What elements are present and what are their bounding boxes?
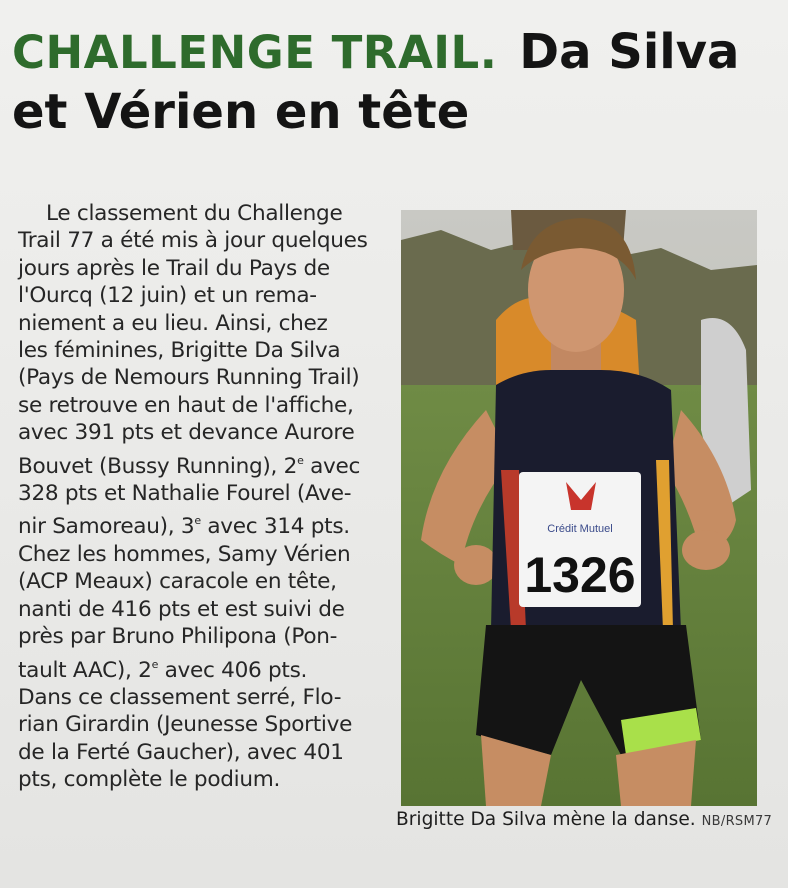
headline	[12, 26, 782, 140]
article-body	[18, 200, 368, 794]
article-line-tail: avec	[303, 453, 361, 479]
article-line: (ACP Meaux) caracole en tête,	[18, 569, 337, 595]
runner-photo-illustration	[401, 210, 757, 806]
article-line: de la Ferté Gaucher), avec 401	[18, 739, 344, 765]
article-line	[18, 447, 368, 480]
article-line: Le classement du Challenge	[46, 201, 343, 226]
runner-right-hand	[682, 530, 730, 570]
article-line-tail: avec 406 pts.	[158, 657, 308, 683]
article-line	[18, 651, 368, 684]
article-line-text: tault AAC), 2	[18, 657, 152, 683]
article-line: Chez les hommes, Samy Vérien	[18, 541, 351, 567]
ordinal-suffix: e	[194, 514, 201, 528]
article-line: Dans ce classement serré, Flo-	[18, 684, 342, 710]
article-line: 328 pts et Nathalie Fourel (Ave-	[18, 481, 352, 507]
article-line: pts, complète le podium.	[18, 767, 281, 793]
bib-sponsor-text: Crédit Mutuel	[547, 523, 613, 535]
article-line-text: nir Samoreau), 3	[18, 514, 195, 540]
headline-title-part1: Da Silva	[519, 24, 740, 80]
article-line-text: Bouvet (Bussy Running), 2	[18, 453, 298, 479]
article-line: l'Ourcq (12 juin) et un rema-	[18, 283, 317, 309]
article-line-tail: avec 314 pts.	[200, 514, 350, 540]
runner-left-hand	[454, 545, 498, 585]
ordinal-suffix: e	[297, 453, 304, 467]
article-line: avec 391 pts et devance Aurore	[18, 420, 355, 446]
headline-title-part2: et Vérien en tête	[12, 83, 470, 140]
photo-credit: NB/RSM77	[701, 814, 773, 829]
article-line: niement a eu lieu. Ainsi, chez	[18, 310, 328, 336]
article-line: (Pays de Nemours Running Trail)	[18, 365, 360, 391]
bib-number: 1326	[524, 547, 636, 603]
article-line	[18, 507, 368, 540]
article-line: les féminines, Brigitte Da Silva	[18, 338, 341, 364]
article-line: nanti de 416 pts et est suivi de	[18, 596, 345, 622]
article-line: près par Bruno Philipona (Pon-	[18, 624, 338, 650]
article-line: se retrouve en haut de l'affiche,	[18, 392, 354, 418]
photo-caption	[396, 808, 776, 834]
article-line: rian Girardin (Jeunesse Sportive	[18, 712, 353, 738]
article-line: Trail 77 a été mis à jour quelques	[18, 228, 368, 254]
caption-text: Brigitte Da Silva mène la danse.	[396, 809, 696, 830]
article-line: jours après le Trail du Pays de	[18, 255, 330, 281]
runner-photo	[401, 210, 757, 806]
headline-kicker: CHALLENGE TRAIL.	[12, 26, 498, 79]
ordinal-suffix: e	[151, 657, 159, 671]
